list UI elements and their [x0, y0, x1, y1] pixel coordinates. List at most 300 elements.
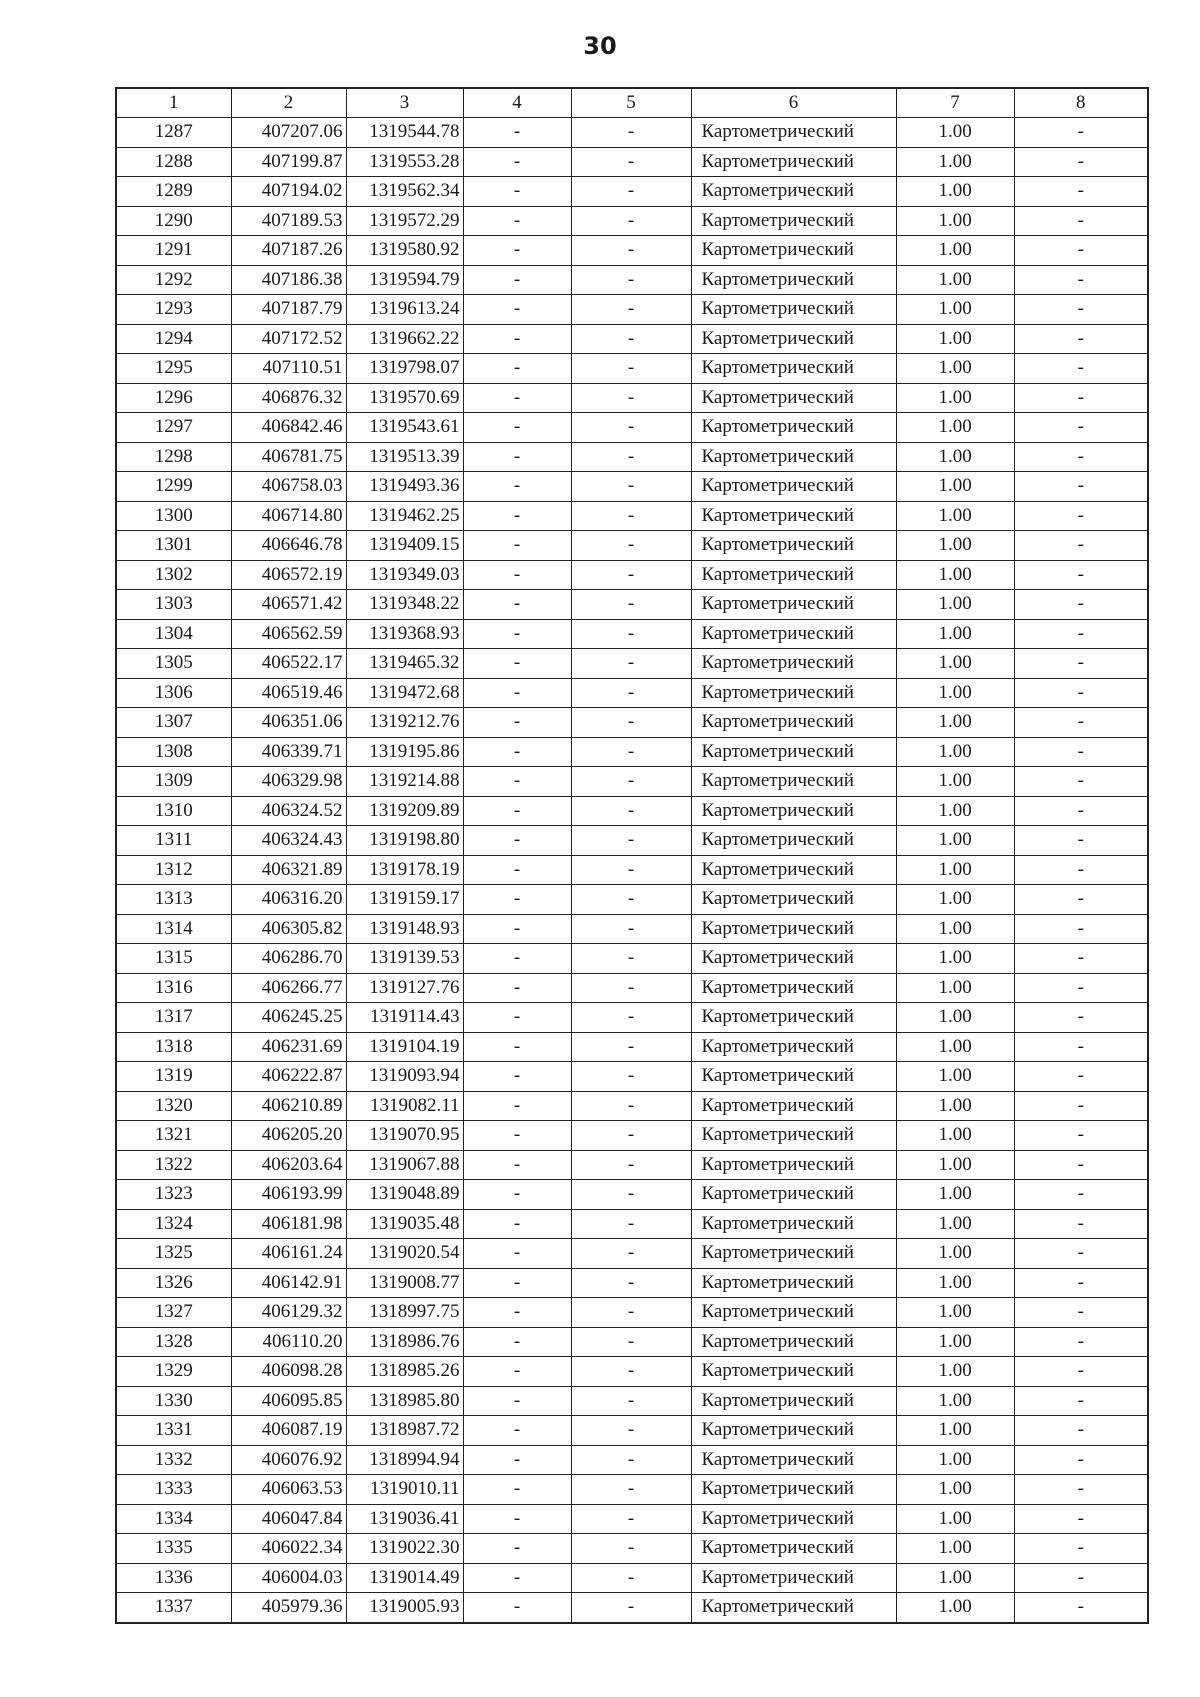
- table-cell: -: [463, 560, 571, 590]
- table-cell: -: [1014, 619, 1148, 649]
- table-cell: -: [463, 973, 571, 1003]
- table-row: [116, 767, 1148, 797]
- table-cell: 406571.42: [231, 590, 346, 620]
- table-cell: 406781.75: [231, 442, 346, 472]
- table-cell: -: [571, 1475, 691, 1505]
- table-cell: 1330: [116, 1386, 231, 1416]
- table-cell: -: [571, 590, 691, 620]
- table-cell: 1294: [116, 324, 231, 354]
- table-cell: -: [463, 1386, 571, 1416]
- table-cell: -: [463, 265, 571, 295]
- table-row: [116, 560, 1148, 590]
- column-header: 2: [231, 88, 346, 118]
- table-cell: Картометрический: [691, 1357, 896, 1387]
- table-cell: -: [463, 295, 571, 325]
- table-cell: 1318994.94: [346, 1445, 463, 1475]
- table-cell: -: [463, 324, 571, 354]
- table-cell: -: [1014, 649, 1148, 679]
- table-cell: -: [571, 1534, 691, 1564]
- table-cell: 1.00: [896, 1003, 1014, 1033]
- table-row: [116, 1091, 1148, 1121]
- table-cell: Картометрический: [691, 236, 896, 266]
- table-cell: Картометрический: [691, 944, 896, 974]
- table-cell: -: [571, 1180, 691, 1210]
- table-cell: -: [463, 914, 571, 944]
- table-row: [116, 324, 1148, 354]
- table-cell: -: [1014, 531, 1148, 561]
- table-cell: Картометрический: [691, 413, 896, 443]
- table-row: [116, 1062, 1148, 1092]
- table-cell: 1319209.89: [346, 796, 463, 826]
- table-cell: -: [1014, 1298, 1148, 1328]
- table-cell: 406758.03: [231, 472, 346, 502]
- table-cell: 1.00: [896, 1563, 1014, 1593]
- table-cell: -: [463, 619, 571, 649]
- table-cell: 1326: [116, 1268, 231, 1298]
- table-cell: -: [463, 1091, 571, 1121]
- table-cell: 1319798.07: [346, 354, 463, 384]
- table-cell: 1.00: [896, 472, 1014, 502]
- table-cell: 407187.79: [231, 295, 346, 325]
- table-cell: 1.00: [896, 1150, 1014, 1180]
- table-cell: -: [1014, 1563, 1148, 1593]
- table-cell: -: [463, 354, 571, 384]
- table-cell: 1319368.93: [346, 619, 463, 649]
- table-cell: -: [1014, 472, 1148, 502]
- table-row: [116, 944, 1148, 974]
- table-row: [116, 1121, 1148, 1151]
- table-cell: 1322: [116, 1150, 231, 1180]
- table-cell: 406519.46: [231, 678, 346, 708]
- table-row: [116, 1209, 1148, 1239]
- table-cell: -: [1014, 885, 1148, 915]
- table-cell: 1296: [116, 383, 231, 413]
- table-cell: -: [463, 1032, 571, 1062]
- table-cell: -: [1014, 147, 1148, 177]
- table-cell: 407207.06: [231, 118, 346, 148]
- table-cell: -: [463, 678, 571, 708]
- table-cell: 1319082.11: [346, 1091, 463, 1121]
- table-cell: 1.00: [896, 147, 1014, 177]
- table-cell: Картометрический: [691, 147, 896, 177]
- table-cell: -: [463, 472, 571, 502]
- table-cell: 1319409.15: [346, 531, 463, 561]
- column-header: 1: [116, 88, 231, 118]
- table-cell: -: [571, 1003, 691, 1033]
- table-cell: 1.00: [896, 177, 1014, 207]
- table-cell: 1319570.69: [346, 383, 463, 413]
- table-cell: 1319348.22: [346, 590, 463, 620]
- table-cell: Картометрический: [691, 206, 896, 236]
- table-cell: 1319148.93: [346, 914, 463, 944]
- table-cell: 1300: [116, 501, 231, 531]
- table-cell: -: [463, 1504, 571, 1534]
- table-cell: 1319178.19: [346, 855, 463, 885]
- table-row: [116, 737, 1148, 767]
- table-cell: -: [1014, 1003, 1148, 1033]
- table-cell: Картометрический: [691, 1239, 896, 1269]
- table-cell: 1.00: [896, 1180, 1014, 1210]
- table-cell: -: [571, 1445, 691, 1475]
- table-cell: 1.00: [896, 118, 1014, 148]
- table-cell: 1302: [116, 560, 231, 590]
- table-cell: -: [1014, 560, 1148, 590]
- table-row: [116, 619, 1148, 649]
- table-row: [116, 1563, 1148, 1593]
- table-cell: -: [463, 1180, 571, 1210]
- table-cell: -: [1014, 1357, 1148, 1387]
- table-cell: -: [571, 413, 691, 443]
- table-cell: Картометрический: [691, 472, 896, 502]
- table-cell: -: [463, 206, 571, 236]
- table-cell: 1.00: [896, 737, 1014, 767]
- table-cell: -: [571, 383, 691, 413]
- table-cell: 1306: [116, 678, 231, 708]
- table-cell: 406129.32: [231, 1298, 346, 1328]
- table-cell: -: [571, 885, 691, 915]
- table-cell: 1.00: [896, 1327, 1014, 1357]
- table-cell: -: [571, 147, 691, 177]
- table-cell: -: [571, 1268, 691, 1298]
- table-row: [116, 885, 1148, 915]
- table-row: [116, 1327, 1148, 1357]
- table-cell: Картометрический: [691, 619, 896, 649]
- table-cell: 1319662.22: [346, 324, 463, 354]
- table-cell: 406245.25: [231, 1003, 346, 1033]
- table-cell: Картометрический: [691, 1504, 896, 1534]
- table-cell: 1.00: [896, 265, 1014, 295]
- table-cell: 407186.38: [231, 265, 346, 295]
- table-cell: -: [1014, 354, 1148, 384]
- table-cell: -: [571, 1416, 691, 1446]
- table-cell: 406842.46: [231, 413, 346, 443]
- table-cell: 1307: [116, 708, 231, 738]
- table-row: [116, 442, 1148, 472]
- table-cell: 406351.06: [231, 708, 346, 738]
- table-row: [116, 206, 1148, 236]
- table-cell: 406572.19: [231, 560, 346, 590]
- table-cell: -: [571, 354, 691, 384]
- table-cell: -: [571, 472, 691, 502]
- table-cell: -: [571, 1239, 691, 1269]
- table-cell: Картометрический: [691, 1563, 896, 1593]
- table-row: [116, 973, 1148, 1003]
- table-cell: 1.00: [896, 1357, 1014, 1387]
- table-cell: 406324.52: [231, 796, 346, 826]
- table-cell: 1.00: [896, 1239, 1014, 1269]
- table-cell: -: [571, 295, 691, 325]
- table-cell: 1319195.86: [346, 737, 463, 767]
- table-row: [116, 590, 1148, 620]
- table-cell: 1303: [116, 590, 231, 620]
- table-cell: 1288: [116, 147, 231, 177]
- table-cell: Картометрический: [691, 1091, 896, 1121]
- table-cell: 1319010.11: [346, 1475, 463, 1505]
- table-cell: 1308: [116, 737, 231, 767]
- table-cell: -: [571, 501, 691, 531]
- table-row: [116, 826, 1148, 856]
- table-cell: 406321.89: [231, 855, 346, 885]
- table-cell: 406205.20: [231, 1121, 346, 1151]
- table-cell: 1.00: [896, 708, 1014, 738]
- table-cell: 1324: [116, 1209, 231, 1239]
- table-cell: -: [1014, 118, 1148, 148]
- table-cell: 1293: [116, 295, 231, 325]
- table-cell: -: [463, 1445, 571, 1475]
- table-cell: -: [463, 1062, 571, 1092]
- table-cell: -: [571, 1121, 691, 1151]
- table-row: [116, 1475, 1148, 1505]
- table-row: [116, 1386, 1148, 1416]
- table-cell: -: [571, 796, 691, 826]
- table-cell: -: [1014, 914, 1148, 944]
- table-cell: 406095.85: [231, 1386, 346, 1416]
- table-cell: 1318: [116, 1032, 231, 1062]
- table-cell: 1319014.49: [346, 1563, 463, 1593]
- table-cell: 1319159.17: [346, 885, 463, 915]
- table-cell: 1.00: [896, 944, 1014, 974]
- table-cell: -: [1014, 1268, 1148, 1298]
- column-header: 5: [571, 88, 691, 118]
- table-cell: Картометрический: [691, 1180, 896, 1210]
- table-cell: 1.00: [896, 560, 1014, 590]
- table-cell: 406231.69: [231, 1032, 346, 1062]
- table-row: [116, 501, 1148, 531]
- table-row: [116, 1150, 1148, 1180]
- table-cell: 1304: [116, 619, 231, 649]
- table-cell: 406193.99: [231, 1180, 346, 1210]
- table-cell: Картометрический: [691, 1032, 896, 1062]
- table-cell: 406876.32: [231, 383, 346, 413]
- table-cell: Картометрический: [691, 354, 896, 384]
- table-row: [116, 708, 1148, 738]
- table-cell: -: [463, 383, 571, 413]
- column-header: 7: [896, 88, 1014, 118]
- table-cell: 1319: [116, 1062, 231, 1092]
- table-cell: -: [1014, 1180, 1148, 1210]
- table-cell: -: [463, 1298, 571, 1328]
- table-row: [116, 1239, 1148, 1269]
- table-cell: 1301: [116, 531, 231, 561]
- table-cell: -: [1014, 383, 1148, 413]
- table-cell: -: [571, 708, 691, 738]
- table-cell: Картометрический: [691, 501, 896, 531]
- table-cell: 1298: [116, 442, 231, 472]
- table-cell: 1331: [116, 1416, 231, 1446]
- table-cell: -: [1014, 501, 1148, 531]
- table-cell: -: [571, 1593, 691, 1623]
- table-cell: -: [571, 1357, 691, 1387]
- table-cell: Картометрический: [691, 1121, 896, 1151]
- table-cell: -: [571, 944, 691, 974]
- table-cell: 1305: [116, 649, 231, 679]
- table-cell: -: [571, 177, 691, 207]
- table-cell: Картометрический: [691, 1416, 896, 1446]
- table-cell: 1319067.88: [346, 1150, 463, 1180]
- table-cell: -: [1014, 1062, 1148, 1092]
- table-cell: 1318986.76: [346, 1327, 463, 1357]
- table-cell: 1319048.89: [346, 1180, 463, 1210]
- table-cell: 1319594.79: [346, 265, 463, 295]
- table-cell: -: [571, 1327, 691, 1357]
- table-cell: -: [1014, 1593, 1148, 1623]
- table-cell: 1.00: [896, 1121, 1014, 1151]
- table-cell: 1327: [116, 1298, 231, 1328]
- table-cell: 1.00: [896, 1386, 1014, 1416]
- table-cell: 406181.98: [231, 1209, 346, 1239]
- table-cell: 406305.82: [231, 914, 346, 944]
- table-cell: Картометрический: [691, 1386, 896, 1416]
- table-cell: -: [1014, 590, 1148, 620]
- table-cell: Картометрический: [691, 649, 896, 679]
- table-cell: Картометрический: [691, 796, 896, 826]
- table-cell: 1.00: [896, 1298, 1014, 1328]
- table-row: [116, 1416, 1148, 1446]
- table-cell: 1.00: [896, 383, 1014, 413]
- table-cell: Картометрический: [691, 1593, 896, 1623]
- table-cell: -: [571, 206, 691, 236]
- table-cell: 1319005.93: [346, 1593, 463, 1623]
- table-row: [116, 1445, 1148, 1475]
- table-cell: -: [1014, 973, 1148, 1003]
- table-cell: 406286.70: [231, 944, 346, 974]
- table-cell: -: [463, 737, 571, 767]
- table-cell: -: [1014, 177, 1148, 207]
- table-cell: -: [571, 118, 691, 148]
- table-cell: -: [1014, 708, 1148, 738]
- table-cell: 1319214.88: [346, 767, 463, 797]
- table-cell: Картометрический: [691, 1475, 896, 1505]
- table-cell: Картометрический: [691, 737, 896, 767]
- table-cell: -: [1014, 295, 1148, 325]
- table-cell: 1289: [116, 177, 231, 207]
- table-cell: 1314: [116, 914, 231, 944]
- table-cell: Картометрический: [691, 531, 896, 561]
- table-cell: 1319472.68: [346, 678, 463, 708]
- table-cell: -: [1014, 855, 1148, 885]
- table-cell: -: [1014, 767, 1148, 797]
- table-cell: 406339.71: [231, 737, 346, 767]
- table-cell: 407110.51: [231, 354, 346, 384]
- table-row: [116, 1268, 1148, 1298]
- table-cell: -: [1014, 1239, 1148, 1269]
- table-cell: -: [463, 1327, 571, 1357]
- column-header: 3: [346, 88, 463, 118]
- table-cell: 1295: [116, 354, 231, 384]
- table-cell: 1.00: [896, 767, 1014, 797]
- table-row: [116, 177, 1148, 207]
- table-cell: -: [463, 1475, 571, 1505]
- table-cell: -: [463, 531, 571, 561]
- table-cell: -: [571, 324, 691, 354]
- table-cell: 1292: [116, 265, 231, 295]
- table-cell: 1.00: [896, 531, 1014, 561]
- table-cell: -: [463, 826, 571, 856]
- table-cell: -: [1014, 442, 1148, 472]
- table-cell: 1319543.61: [346, 413, 463, 443]
- table-cell: 1310: [116, 796, 231, 826]
- column-header: 8: [1014, 88, 1148, 118]
- column-header: 4: [463, 88, 571, 118]
- table-cell: 1325: [116, 1239, 231, 1269]
- table-cell: -: [571, 649, 691, 679]
- table-cell: -: [571, 855, 691, 885]
- table-cell: Картометрический: [691, 1327, 896, 1357]
- table-cell: -: [1014, 206, 1148, 236]
- table-cell: 406222.87: [231, 1062, 346, 1092]
- table-cell: -: [463, 767, 571, 797]
- table-cell: 405979.36: [231, 1593, 346, 1623]
- table-cell: -: [571, 560, 691, 590]
- table-cell: 1.00: [896, 914, 1014, 944]
- table-cell: 1.00: [896, 826, 1014, 856]
- table-cell: 406047.84: [231, 1504, 346, 1534]
- table-cell: 1.00: [896, 1593, 1014, 1623]
- table-cell: 1.00: [896, 324, 1014, 354]
- table-row: [116, 1534, 1148, 1564]
- table-cell: -: [463, 1239, 571, 1269]
- table-cell: 1.00: [896, 1475, 1014, 1505]
- table-cell: 1332: [116, 1445, 231, 1475]
- table-cell: -: [1014, 944, 1148, 974]
- table-cell: -: [1014, 678, 1148, 708]
- table-cell: 1319513.39: [346, 442, 463, 472]
- coordinates-table: [115, 87, 1149, 1624]
- table-cell: -: [1014, 324, 1148, 354]
- table-cell: -: [463, 1268, 571, 1298]
- table-row: [116, 1298, 1148, 1328]
- table-cell: 406714.80: [231, 501, 346, 531]
- table-cell: 1.00: [896, 206, 1014, 236]
- table-cell: 1319035.48: [346, 1209, 463, 1239]
- table-cell: 406098.28: [231, 1357, 346, 1387]
- table-cell: 406142.91: [231, 1268, 346, 1298]
- table-cell: 1.00: [896, 354, 1014, 384]
- table-cell: 1.00: [896, 796, 1014, 826]
- table-cell: -: [1014, 265, 1148, 295]
- table-cell: 1.00: [896, 236, 1014, 266]
- table-cell: 407189.53: [231, 206, 346, 236]
- table-cell: 406161.24: [231, 1239, 346, 1269]
- table-cell: -: [1014, 737, 1148, 767]
- table-cell: 406087.19: [231, 1416, 346, 1446]
- table-row: [116, 383, 1148, 413]
- table-cell: 1.00: [896, 678, 1014, 708]
- table-cell: 1319572.29: [346, 206, 463, 236]
- table-cell: 1329: [116, 1357, 231, 1387]
- table-cell: 1.00: [896, 1268, 1014, 1298]
- table-cell: 1291: [116, 236, 231, 266]
- table-cell: -: [571, 914, 691, 944]
- table-cell: 406022.34: [231, 1534, 346, 1564]
- table-cell: 406004.03: [231, 1563, 346, 1593]
- table-cell: -: [571, 1504, 691, 1534]
- table-cell: -: [1014, 1091, 1148, 1121]
- table-row: [116, 531, 1148, 561]
- table-cell: 1313: [116, 885, 231, 915]
- table-cell: -: [571, 1032, 691, 1062]
- table-cell: 1311: [116, 826, 231, 856]
- table-cell: 1321: [116, 1121, 231, 1151]
- table-cell: 1.00: [896, 1062, 1014, 1092]
- table-cell: -: [463, 501, 571, 531]
- table-cell: 406203.64: [231, 1150, 346, 1180]
- table-cell: Картометрический: [691, 708, 896, 738]
- table-row: [116, 855, 1148, 885]
- table-cell: 1.00: [896, 501, 1014, 531]
- table-cell: 1312: [116, 855, 231, 885]
- table-row: [116, 649, 1148, 679]
